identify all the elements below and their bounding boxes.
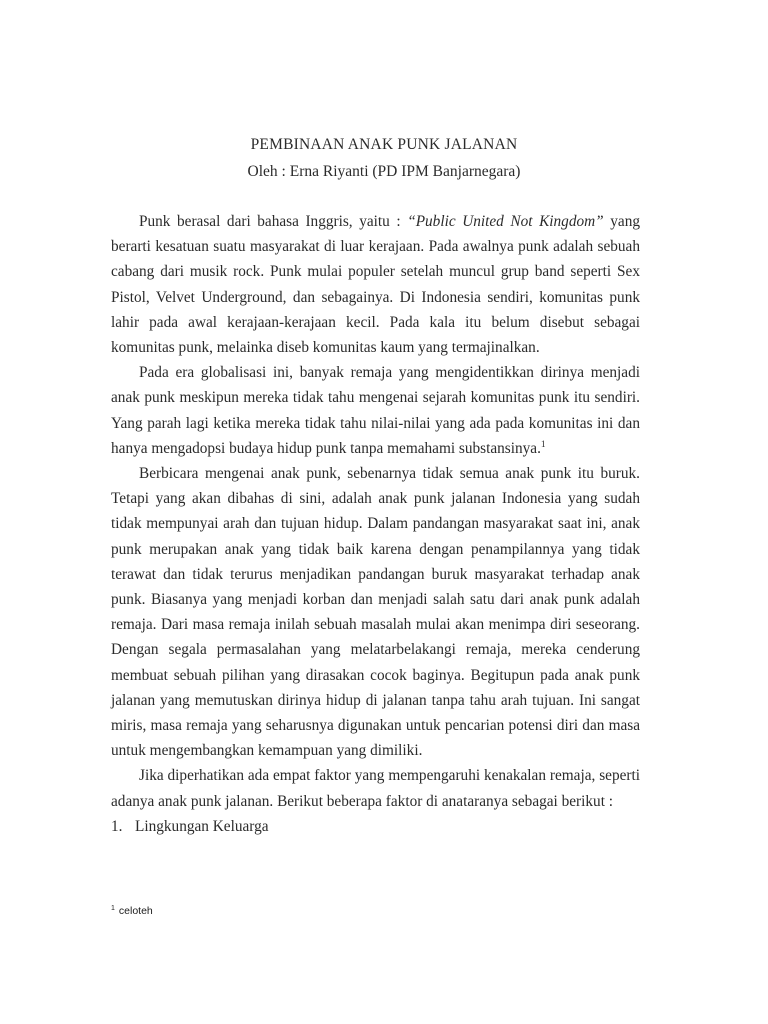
- quoted-phrase: “Public United Not Kingdom”: [407, 213, 604, 230]
- paragraph-3: Berbicara mengenai anak punk, sebenarnya tidak semua anak punk itu buruk. Tetapi yang akan dibahas di sini, adalah anak punk jalanan Indonesia yang sudah tidak mempunyai arah dan tujuan hidup. Dalam pandangan masyarakat saat ini, anak punk merupakan anak yang tidak baik karena dengan penampilannya yang tidak terawat dan tidak terurus menjadikan pandangan buruk masyarakat terhadap anak punk. Biasanya yang menjadi korban dan menjadi salah satu dari anak punk adalah remaja. Dari masa remaja inilah sebuah masalah mulai akan menimpa diri seseorang. Dengan segala permasalahan yang melatarbelakangi remaja, mereka cenderung membuat sebuah pilihan yang dirasakan cocok baginya. Begitupun pada anak punk jalanan yang memutuskan dirinya hidup di jalanan tanpa tahu arah tujuan. Ini sangat miris, masa remaja yang seharusnya digunakan untuk pencarian potensi diri dan masa untuk mengembangkan kemampuan yang dimiliki.: [111, 465, 640, 760]
- document-body: [111, 209, 640, 839]
- footnote-mark: 1: [111, 905, 115, 912]
- list-item-number: 1.: [111, 817, 123, 835]
- footnote-text: celoteh: [118, 905, 153, 917]
- paragraph-1-text-a: Punk berasal dari bahasa Inggris, yaitu :: [139, 213, 408, 230]
- footnote: [111, 905, 153, 917]
- paragraph-1: [111, 209, 640, 360]
- author-line: Oleh : Erna Riyanti (PD IPM Banjarnegara): [247, 163, 521, 180]
- document-title: PEMBINAAN ANAK PUNK JALANAN: [250, 136, 518, 153]
- list-item: [111, 814, 640, 839]
- footnote-reference[interactable]: 1: [540, 439, 546, 450]
- paragraph-2: [111, 360, 640, 461]
- list-item-label: Lingkungan Keluarga: [135, 817, 269, 835]
- paragraph-4: Jika diperhatikan ada empat faktor yang mempengaruhi kenakalan remaja, seperti adanya anak punk jalanan. Berikut beberapa faktor di anataranya sebagai berikut :: [111, 767, 640, 810]
- paragraph-1-text-b: yang berarti kesatuan suatu masyarakat di luar kerajaan. Pada awalnya punk adalah sebuah cabang dari musik rock. Punk mulai populer setelah muncul grup band seperti Sex Pistol, Velvet Underground, dan sebagainya. Di Indonesia sendiri, komunitas punk lahir pada awal kerajaan-kerajaan kecil. Pada kala itu belum disebut sebagai komunitas punk, melainka diseb komunitas kaum yang termajinalkan.: [111, 213, 640, 357]
- paragraph-2-text: Pada era globalisasi ini, banyak remaja yang mengidentikkan dirinya menjadi anak punk meskipun mereka tidak tahu mengenai sejarah komunitas punk itu sendiri. Yang parah lagi ketika mereka tidak tahu nilai-nilai yang ada pada komunitas ini dan hanya mengadopsi budaya hidup punk tanpa memahami substansinya.: [111, 364, 640, 457]
